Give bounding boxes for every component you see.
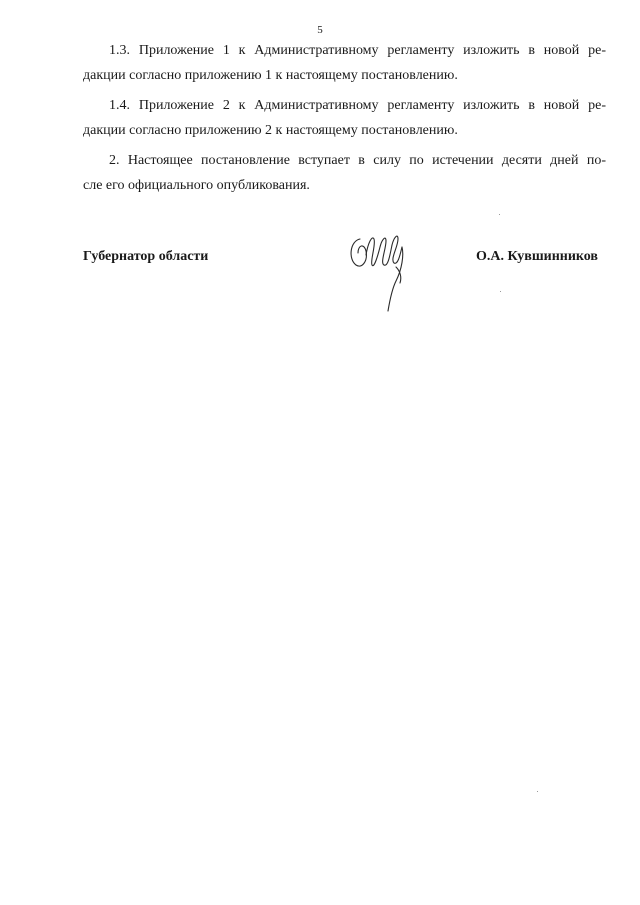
signatory-position: Губернатор области — [83, 249, 209, 264]
paragraph-line: дакции согласно приложению 2 к настоящему постановлению. — [83, 123, 458, 138]
signatory-name: О.А. Кувшинников — [475, 249, 598, 264]
paragraph-line: сле его официального опубликования. — [83, 178, 310, 193]
paragraph-1-3 — [83, 38, 606, 88]
scan-speck — [500, 291, 501, 292]
handwritten-signature — [344, 225, 414, 315]
paragraph-1-4 — [83, 93, 606, 143]
scan-speck — [499, 214, 500, 215]
page-number: 5 — [317, 24, 323, 36]
paragraph-2 — [83, 148, 606, 198]
document-body — [83, 38, 606, 203]
paragraph-line: 2. Настоящее постановление вступает в силу по истечении десяти дней по- — [109, 153, 606, 168]
paragraph-line: 1.3. Приложение 1 к Административному регламенту изложить в новой ре- — [109, 43, 606, 58]
paragraph-line: 1.4. Приложение 2 к Административному регламенту изложить в новой ре- — [109, 98, 606, 113]
scan-speck — [537, 791, 538, 792]
paragraph-line: дакции согласно приложению 1 к настоящему постановлению. — [83, 68, 458, 83]
